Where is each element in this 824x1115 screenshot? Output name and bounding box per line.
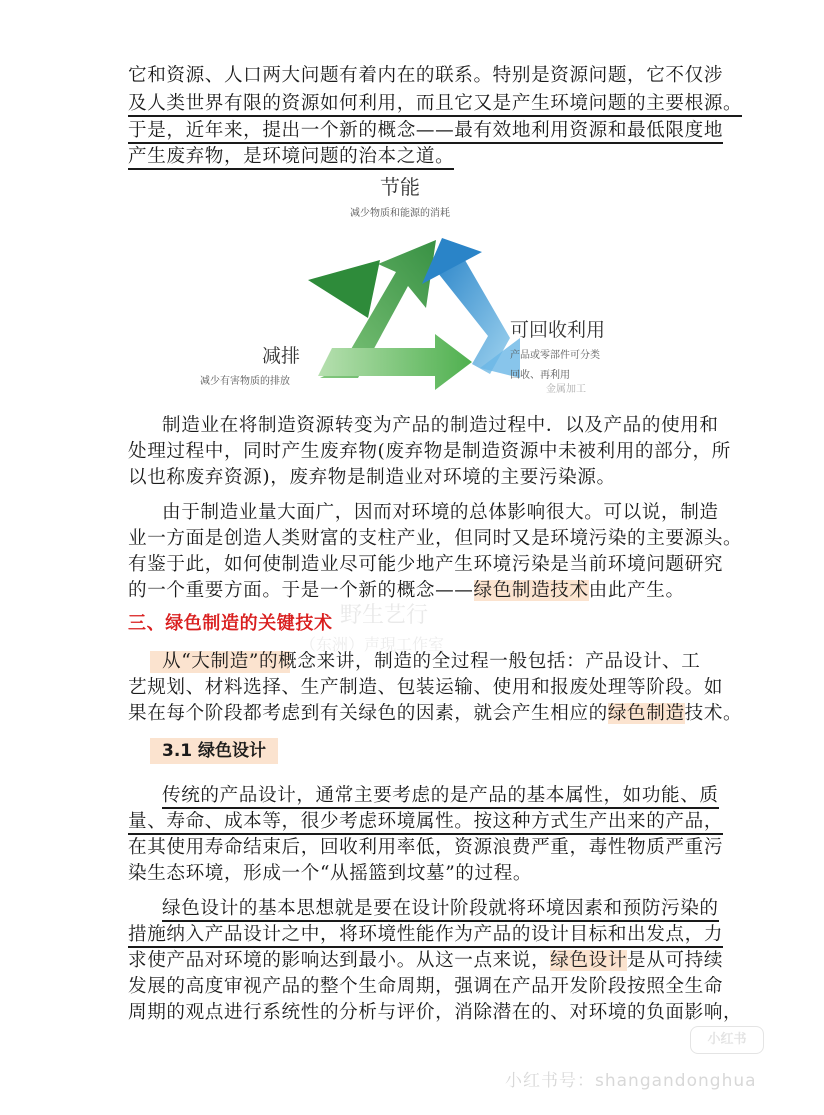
diagram-right-subtitle-1: 产品或零部件可分类: [510, 350, 600, 361]
text-line: [128, 923, 723, 947]
underlined-text: 产生废弃物，是环境问题的治本之道。: [128, 146, 454, 170]
diagram-left-title: 减排: [262, 345, 301, 367]
subsection-heading: 3.1 绿色设计: [150, 738, 278, 764]
text-line: [162, 897, 719, 921]
underlined-text: 于是，近年来，提出一个新的概念——最有效地利用资源和最低限度地: [128, 120, 723, 144]
text-line: 由于制造业量大面广，因而对环境的总体影响很大。可以说，制造: [162, 502, 719, 523]
text-span: 是从可持续: [627, 950, 724, 971]
text-line: 艺规划、材料选择、生产制造、包装运输、使用和报废处理等阶段。如: [128, 677, 724, 698]
text-line: 以也称废弃资源)，废弃物是制造业对环境的主要污染源。: [128, 467, 616, 488]
text-line: 业一方面是创造人类财富的支柱产业，但同时又是环境污染的主要源头。: [128, 528, 743, 549]
text-line: 处理过程中，同时产生废弃物(废弃物是制造资源中未被利用的部分，所: [128, 441, 731, 462]
text-line: 从“大制造”的概念来讲，制造的全过程一般包括：产品设计、工: [162, 651, 701, 672]
text-span: 求使产品对环境的影响达到最小。从这一点来说，: [128, 950, 551, 971]
text-line: 制造业在将制造资源转变为产品的制造过程中．以及产品的使用和: [162, 415, 719, 436]
diagram-left-subtitle: 减少有害物质的排放: [200, 376, 290, 387]
text-line: [128, 810, 723, 834]
text-line: [128, 145, 454, 169]
diagram-right-title: 可回收利用: [510, 319, 606, 341]
text-line: [128, 702, 742, 726]
section-heading: 三、绿色制造的关键技术: [128, 613, 333, 634]
text-span: 的一个重要方面。于是一个新的概念——: [128, 580, 474, 601]
text-span: 技术。: [684, 703, 743, 724]
recycle-arrow-bottom: [318, 334, 472, 390]
underlined-text: 传统的产品设计，通常主要考虑的是产品的基本属性，如功能、质: [162, 785, 719, 809]
underlined-text: 及人类世界有限的资源如何利用，而且它又是产生环境问题的主要根源。: [128, 93, 742, 117]
text-line: [128, 92, 742, 116]
recycle-arrow-left-head: [308, 260, 380, 318]
underlined-text: 绿色设计的基本思想就是要在设计阶段就将环境因素和预防污染的: [162, 898, 719, 922]
highlighted-text: 绿色制造: [607, 703, 685, 724]
text-line: 有鉴于此，如何使制造业尽可能少地产生环境污染是当前环境问题研究: [128, 554, 724, 575]
watermark-badge-text: 小红书: [707, 1032, 747, 1047]
highlighted-text: 绿色设计: [550, 950, 628, 971]
underlined-text: 量、寿命、成本等，很少考虑环境属性。按这种方式生产出来的产品，: [128, 811, 723, 835]
watermark-footer: 小红书号：shangandonghua: [505, 1071, 757, 1091]
recycling-diagram: [190, 168, 650, 408]
highlighted-text: 绿色制造技术: [473, 580, 589, 601]
text-span: 由此产生。: [588, 580, 685, 601]
diagram-top-title: 节能: [380, 175, 420, 199]
watermark-text: 野生艺行: [340, 603, 429, 628]
watermark-badge: [690, 1026, 764, 1054]
text-line: 周期的观点进行系统性的分析与评价，消除潜在的、对环境的负面影响，: [128, 1002, 743, 1023]
text-span: 果在每个阶段都考虑到有关绿色的因素，就会产生相应的: [128, 703, 608, 724]
diagram-watermark: 金属加工: [546, 384, 586, 395]
underlined-text: 措施纳入产品设计之中，将环境性能作为产品的设计目标和出发点，力: [128, 924, 723, 948]
text-line: 在其使用寿命结束后，回收利用率低，资源浪费严重，毒性物质严重污: [128, 837, 724, 858]
watermark-text: （东洲）声現工作室: [300, 635, 445, 654]
text-line: [162, 784, 719, 808]
text-line: [128, 949, 723, 973]
text-line: 它和资源、人口两大问题有着内在的联系。特别是资源问题，它不仅涉: [128, 65, 724, 86]
text-line: 染生态环境，形成一个“从摇篮到坟墓”的过程。: [128, 863, 533, 884]
text-line: 发展的高度审视产品的整个生命周期，强调在产品开发阶段按照全生命: [128, 976, 724, 997]
diagram-top-subtitle: 减少物质和能源的消耗: [350, 208, 450, 219]
diagram-right-subtitle-2: 回收、再利用: [510, 370, 570, 381]
text-line: [128, 119, 723, 143]
